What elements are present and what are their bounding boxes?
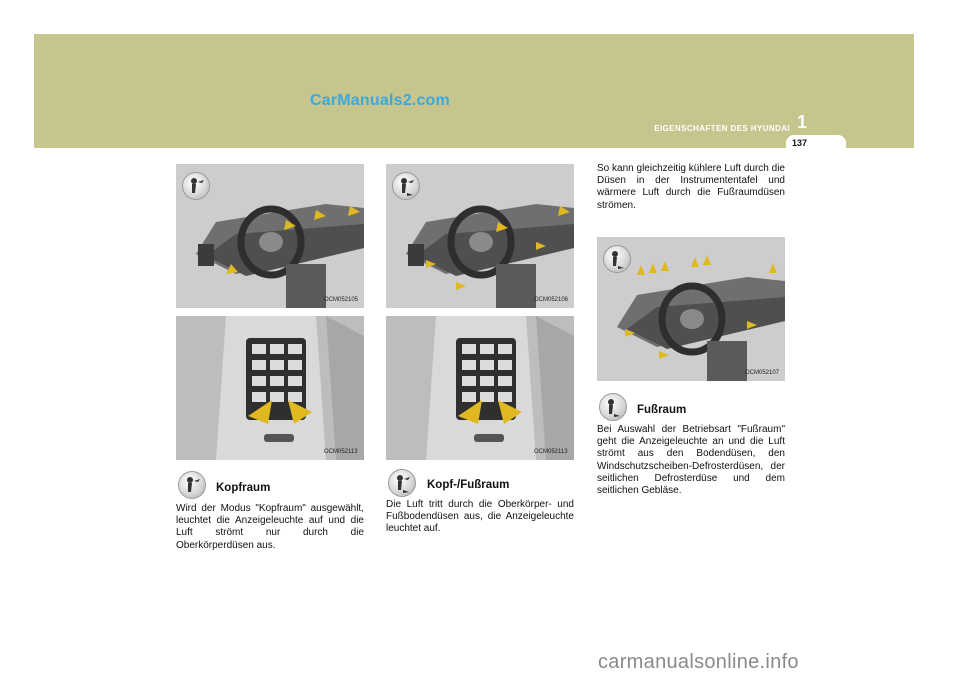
floor-mode-icon (603, 245, 631, 273)
bilevel-mode-icon (388, 469, 416, 497)
figure-code: OCM052107 (745, 370, 780, 376)
face-mode-icon (182, 172, 210, 200)
page-number: 137 (792, 138, 808, 148)
figure-code: OCM052106 (534, 297, 569, 303)
dashboard-bilevel-mode-figure (386, 164, 574, 308)
figure-code: OCM052113 (324, 449, 358, 455)
dashboard-floor-mode-figure (597, 237, 785, 381)
floor-mode-icon (599, 393, 627, 421)
site-link[interactable]: CarManuals2.com (310, 92, 450, 109)
vent-face-mode-figure (176, 316, 364, 460)
figure-code: OCM052105 (324, 297, 359, 303)
section-heading-kopfraum: Kopfraum (216, 482, 271, 494)
vent-bilevel-mode-figure (386, 316, 574, 460)
chapter-number: 1 (797, 112, 808, 132)
section-heading-kopf-fussraum: Kopf-/Fußraum (427, 479, 510, 491)
dashboard-face-mode-figure (176, 164, 364, 308)
figure-code: OCM052113 (534, 449, 568, 455)
section-heading-fussraum: Fußraum (637, 404, 687, 416)
intro-text: So kann gleichzeitig kühlere Luft durch die Düsen in der Instrumententafel und wärmere Luft durch die Fußraumdüsen strömen. (597, 163, 785, 211)
bilevel-mode-icon (392, 172, 420, 200)
section-text-fussraum: Bei Auswahl der Betriebsart "Fußraum" geht die Anzeigeleuchte an und die Luft strömt aus den Bodendüsen, den Windschutzscheiben-Defrosterdüsen, der seitlichen Defrosterdüse und dem seitlichen Gebläse. (597, 424, 785, 497)
watermark: carmanualsonline.info (598, 651, 799, 673)
section-text-kopfraum: Wird der Modus "Kopfraum" ausgewählt, leuchtet die Anzeigeleuchte auf und die Luft strömt nur durch die Oberkörperdüsen aus. (176, 503, 364, 551)
section-text-kopf-fussraum: Die Luft tritt durch die Oberkörper- und Fußbodendüsen aus, die Anzeigeleuchte leuchtet auf. (386, 499, 574, 535)
chapter-label: EIGENSCHAFTEN DES HYUNDAI (654, 124, 790, 133)
face-mode-icon (178, 471, 206, 499)
